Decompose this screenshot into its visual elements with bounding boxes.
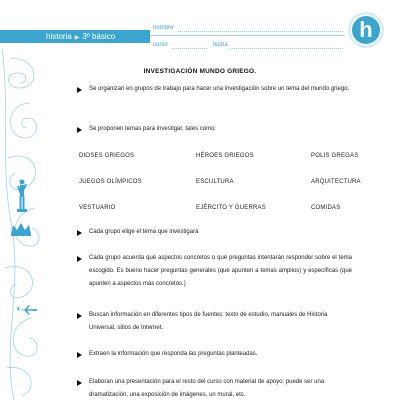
list-item: Cada grupo elige el tema que investigará [89, 229, 199, 235]
topic-cell: ESCULTURA [196, 179, 234, 185]
date-label: fecha [213, 42, 228, 48]
topic-cell: VESTUARIO [79, 205, 116, 211]
header-divider [150, 35, 345, 36]
logo-letter: h [359, 17, 373, 42]
breadcrumb-arrow-icon: ▶ [74, 35, 80, 41]
logo [348, 12, 384, 48]
topic-cell: JUEGOS OLÍMPICOS [79, 179, 142, 185]
breadcrumb [46, 30, 115, 43]
plane-icon [16, 305, 38, 315]
list-item: Cada grupo acuerda qué aspectos concretos o qué preguntas intentarán responder sobre el tema escogido. Es bueno hacer preguntas generales (que apunten a temas amplios) y específicas (que apunten a aspectos más concretos.) [89, 255, 352, 287]
topic-cell: HÉROES GRIEGOS [196, 153, 254, 159]
grade-label: 3º básico [82, 32, 116, 41]
date-field[interactable] [230, 48, 343, 49]
course-label: curso [153, 42, 168, 48]
page-title: INVESTIGACIÓN MUNDO GRIEGO. [143, 68, 257, 75]
topic-cell: COMIDAS [311, 205, 341, 211]
topic-cell: ARQUITECTURA [311, 179, 361, 185]
name-label: nombre [153, 25, 174, 31]
list-item: Extraen la información que responda las preguntas planteadas. [89, 351, 258, 357]
list-item: Elaboran una presentación para el resto del curso con material de apoyo: puede ser una dramatización, una exposición de imágenes, un mural, etc. [89, 379, 325, 398]
topic-cell: DIOSES GRIEGOS [79, 153, 135, 159]
course-field[interactable] [172, 48, 207, 49]
topic-cell: EJÉRCITO Y GUERRAS [196, 205, 266, 211]
list-item: Buscan información en diferentes tipos de fuentes: texto de estudio, manuales de Historia Universal, sitios de Internet. [89, 312, 328, 331]
list-item: Se organizan en grupos de trabajo para hacer una investigación sobre un tema del mundo griego. [89, 86, 350, 92]
name-field[interactable] [178, 31, 343, 32]
topic-cell: POLIS GREGAS [311, 153, 359, 159]
statue-icon [15, 178, 29, 214]
subject-label: historia [46, 32, 72, 41]
list-item: Se proponen temas para investigar, tales como: [89, 126, 217, 132]
crown-icon [10, 222, 32, 236]
